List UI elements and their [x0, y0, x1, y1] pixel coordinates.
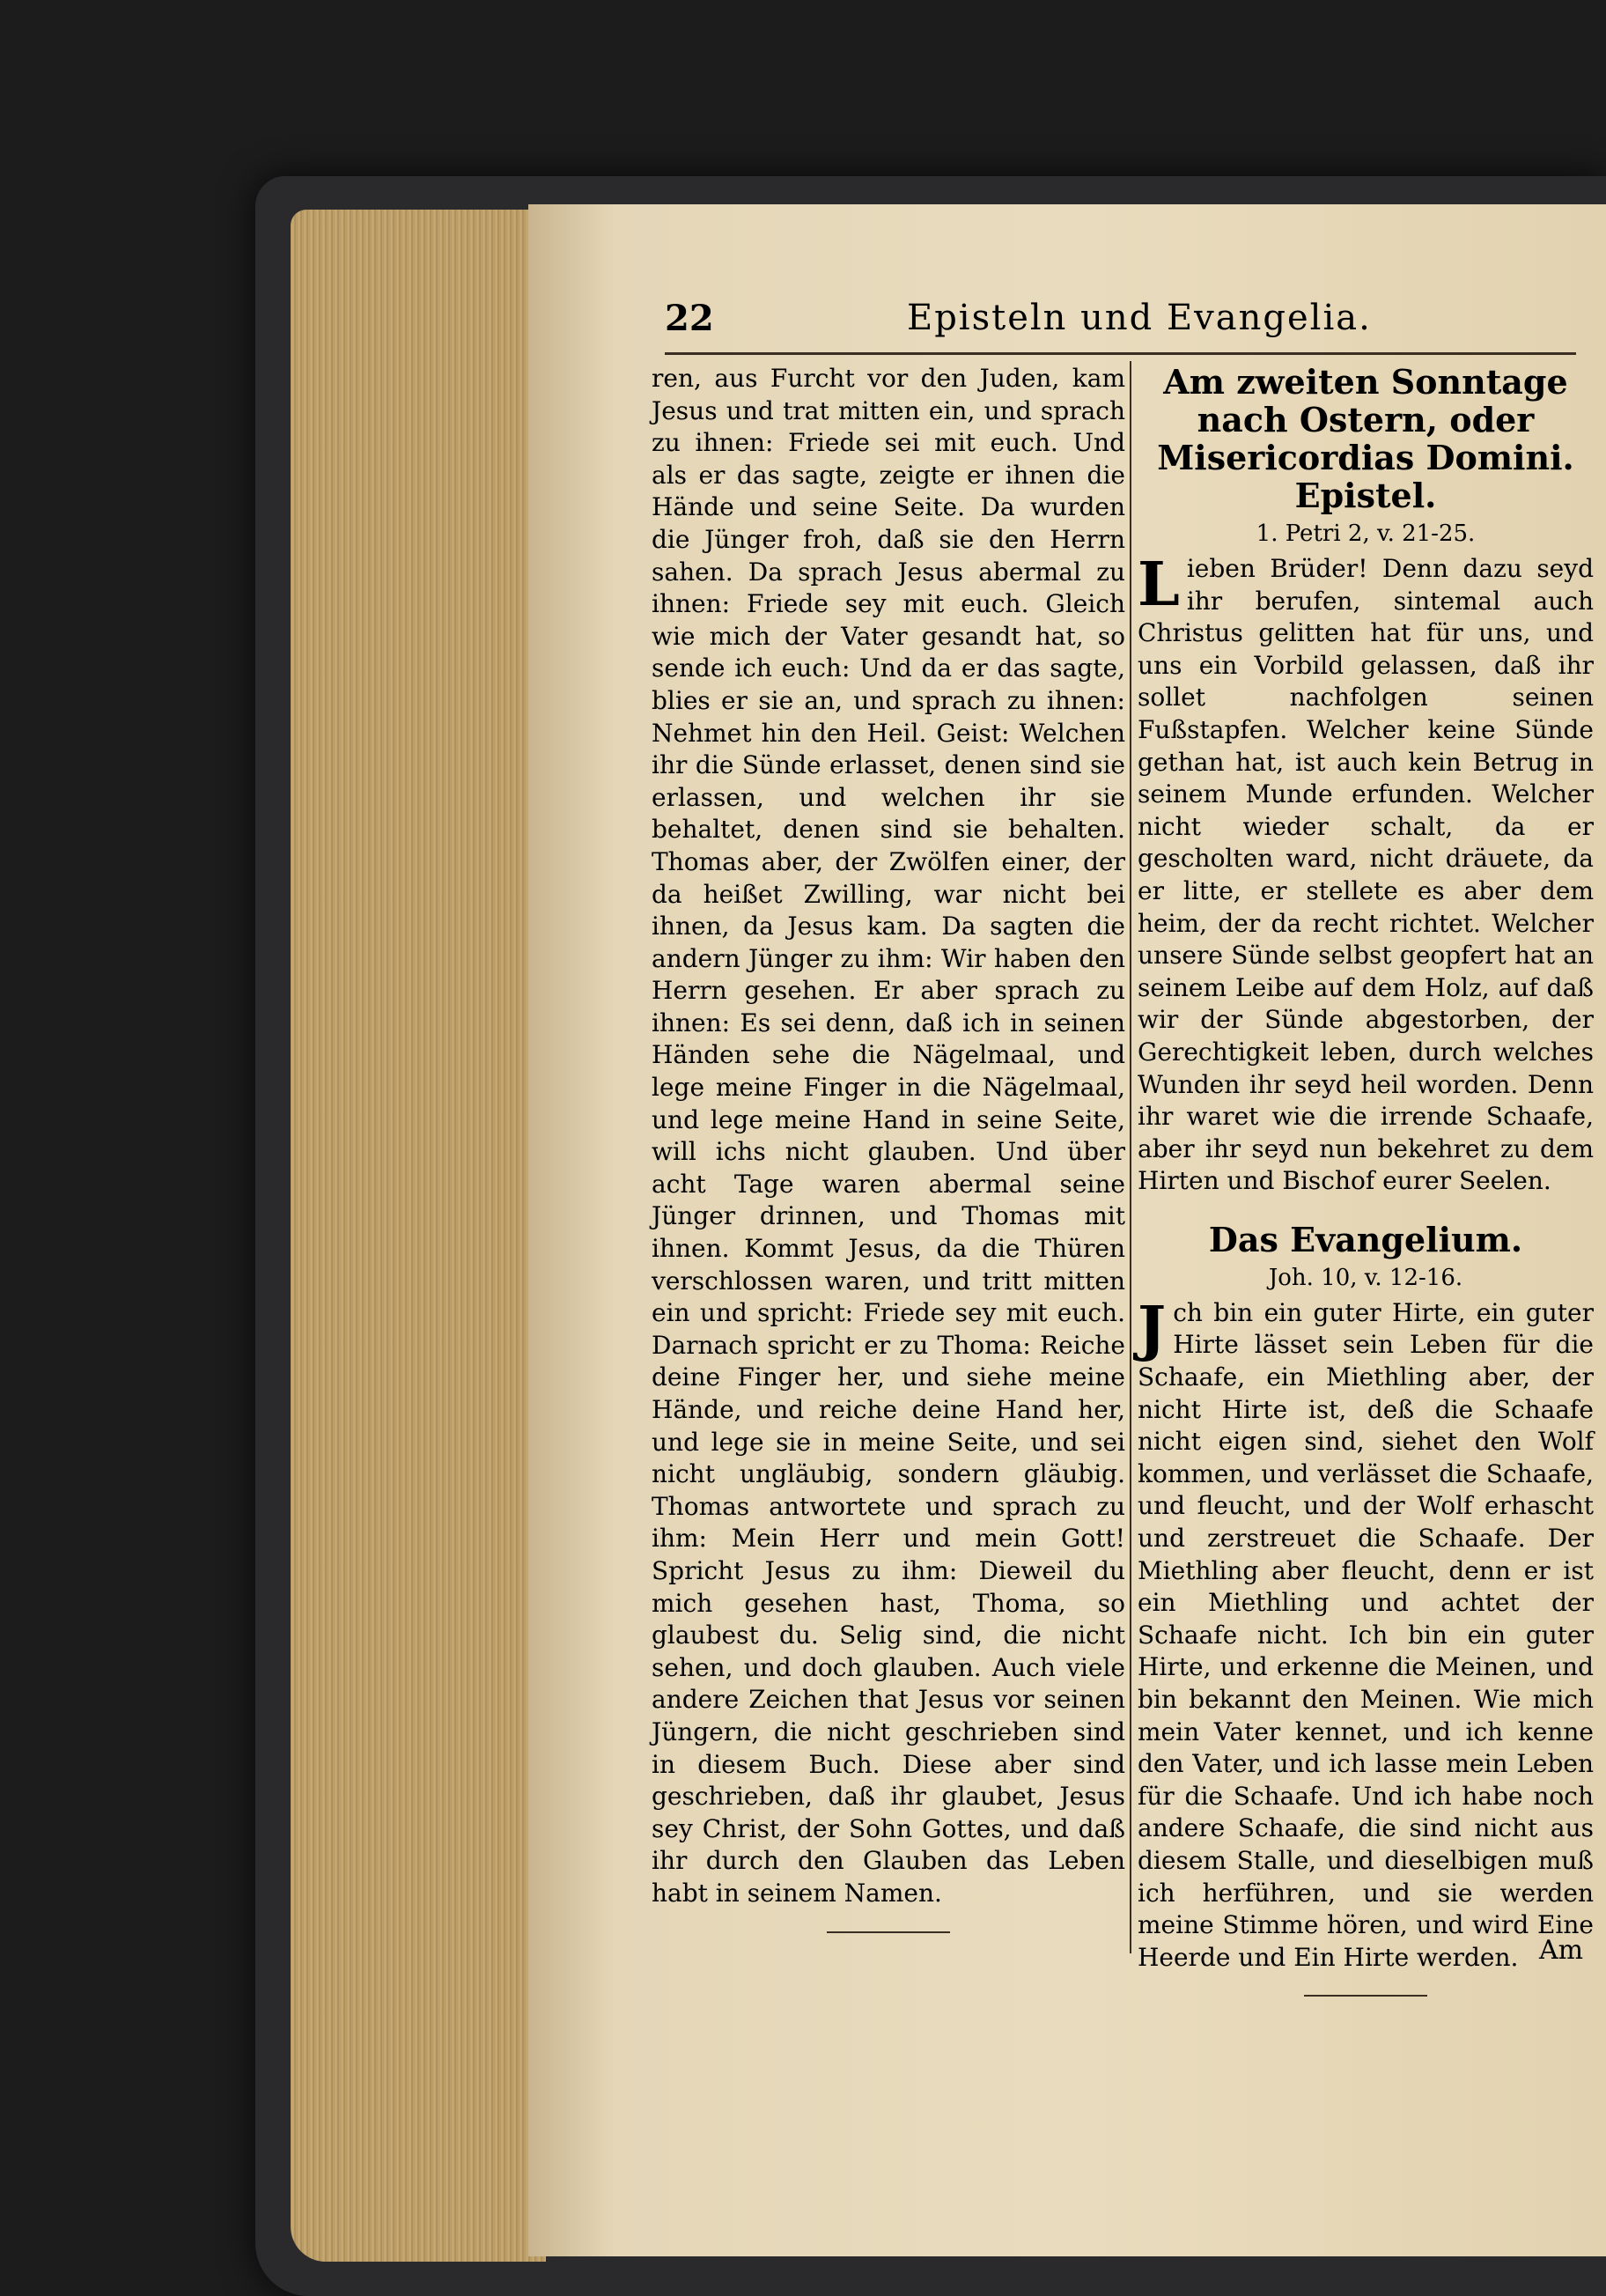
section-end-rule [1304, 1995, 1427, 1997]
gospel-reference: Joh. 10, v. 12-16. [1268, 1264, 1463, 1291]
right-column [1138, 363, 1594, 1997]
gospel-dropcap: J [1138, 1293, 1167, 1364]
gospel-text: ch bin ein guter Hirte, ein guter Hirte lässet sein Leben für die Schaafe, ein Miethling aber, der nicht Hirte ist, deß die Schaafe nicht eigen sind, siehet den Wolf kommen, und verlässet die Schaafe, und fleucht, und der Wolf erhascht und zerstreuet die Schaafe. Der Miethling aber fleucht, denn er ist ein Miethling und achtet der Schaafe nicht. Ich bin ein guter Hirte, und erkenne die Meinen, und bin bekannt den Meinen. Wie mich mein Vater kennet, und ich kenne den Vater, und ich lasse mein Leben für die Schaafe. Und ich habe noch andere Schaafe, die sind nicht aus diesem Stalle, und dieselbigen muß ich herführen, und sie werden meine Stimme hören, und wird Eine Heerde und Ein Hirte werden. [1138, 1297, 1594, 1972]
section-heading: Am zweiten Sonntage nach Ostern, oder Misericordias Domini. Epistel. [1157, 362, 1574, 515]
epistle-dropcap: L [1138, 550, 1180, 620]
gospel-paragraph [1138, 1293, 1594, 1974]
catchword: Am [1539, 1935, 1584, 1966]
section-end-rule [827, 1931, 950, 1933]
epistle-paragraph [1138, 550, 1594, 1198]
epistle-text: ieben Brüder! Denn dazu seyd ihr berufen, sintemal auch Christus gelitten hat für uns, und uns ein Vorbild gelassen, daß ihr sollet nachfolgen seinen Fußstapfen. Welcher keine Sünde gethan hat, ist auch kein Betrug in seinem Munde erfunden. Welcher nicht wieder schalt, da er gescholten ward, nicht dräuete, da er litte, er stellete es aber dem heim, der da recht richtet. Welcher unsere Sünde selbst geopfert hat an seinem Leibe auf dem Holz, auf daß wir der Sünde abgestorben, der Gerechtigkeit leben, durch welches Wunden ihr seyd heil worden. Denn ihr waret wie die irrende Schaafe, aber ihr seyd nun bekehret zu dem Hirten und Bischof eurer Seelen. [1138, 554, 1594, 1196]
page-number: 22 [665, 298, 714, 339]
epistle-reference: 1. Petri 2, v. 21-25. [1256, 520, 1476, 547]
left-column-text: ren, aus Furcht vor den Juden, kam Jesus und trat mitten ein, und sprach zu ihnen: Friede sei mit euch. Und als er das sagte, zeigte er ihnen die Hände und seine Seite. Da wurden die Jünger froh, daß sie den Herrn sahen. Da sprach Jesus abermal zu ihnen: Friede sey mit euch. Gleich wie mich der Vater gesandt hat, so sende ich euch: Und da er das sagte, blies er sie an, und sprach zu ihnen: Nehmet hin den Heil. Geist: Welchen ihr die Sünde erlasset, denen sind sie erlassen, und welchen ihr sie behaltet, denen sind sie behalten. Thomas aber, der Zwölfen einer, der da heißet Zwilling, war nicht bei ihnen, da Jesus kam. Da sagten die andern Jünger zu ihm: Wir haben den Herrn gesehen. Er aber sprach zu ihnen: Es sei denn, daß ich in seinen Händen sehe die Nägelmaal, und lege meine Finger in die Nägelmaal, und lege meine Hand in seine Seite, will ichs nicht glauben. Und über acht Tage waren abermal seine Jünger drinnen, und Thomas mit ihnen. Kommt Jesus, da die Thüren verschlossen waren, und tritt mitten ein und spricht: Friede sey mit euch. Darnach spricht er zu Thoma: Reiche deine Finger her, und siehe meine Hände, und reiche deine Hand her, und lege sie in meine Seite, und sei nicht ungläubig, sondern gläubig. Thomas antwortete und sprach zu ihm: Mein Herr und mein Gott! Spricht Jesus zu ihm: Dieweil du mich gesehen hast, Thoma, so glaubest du. Selig sind, die nicht sehen, und doch glauben. Auch viele andere Zeichen that Jesus vor seinen Jüngern, die nicht geschrieben sind in diesem Buch. Diese aber sind geschrieben, daß ihr glaubet, Jesus sey Christ, der Sohn Gottes, und daß ihr durch den Glauben das Leben habt in seinem Namen. [652, 364, 1125, 1908]
running-title: Episteln und Evangelia. [907, 298, 1372, 338]
gospel-heading: Das Evangelium. [1208, 1219, 1523, 1259]
left-column [652, 363, 1125, 1933]
page-edges [291, 210, 546, 2262]
page-header [665, 298, 1576, 355]
column-divider [1130, 361, 1131, 1953]
